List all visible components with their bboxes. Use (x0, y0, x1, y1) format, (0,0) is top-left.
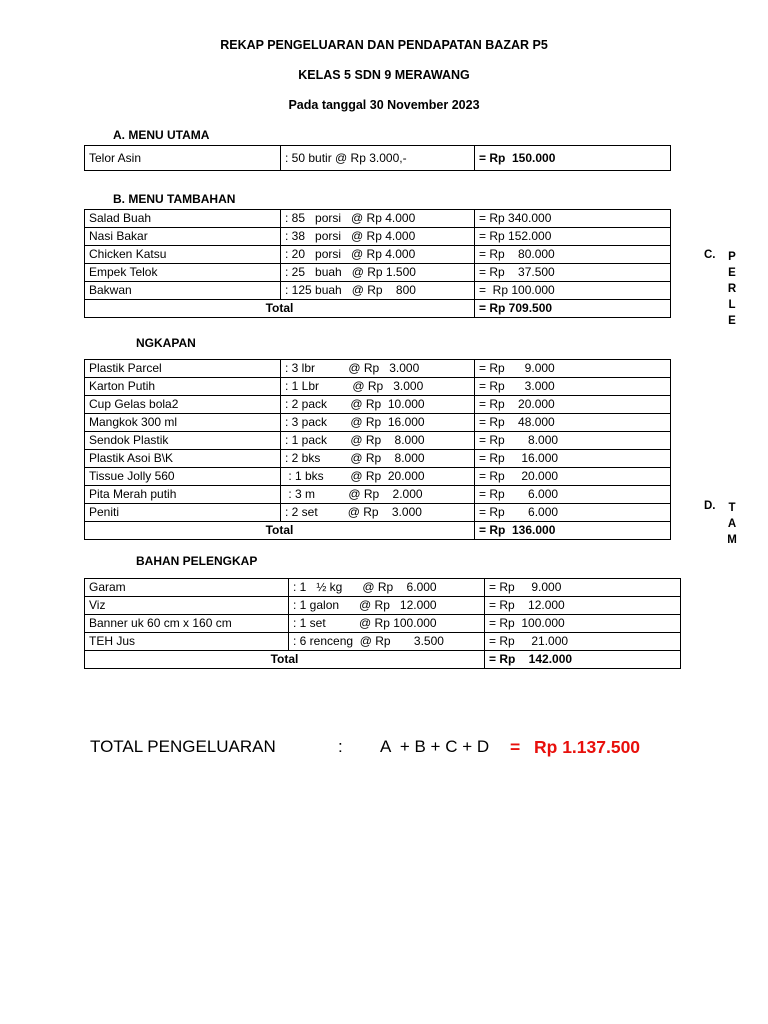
amount-cell: = Rp 152.000 (475, 228, 671, 246)
item-cell: Plastik Asoi B\K (85, 450, 281, 468)
table-row (85, 450, 671, 468)
item-cell: Peniti (85, 504, 281, 522)
qty-cell: : 50 butir @ Rp 3.000,- (281, 146, 475, 171)
amount-cell: = Rp 340.000 (475, 210, 671, 228)
qty-cell: : 3 pack @ Rp 16.000 (281, 414, 475, 432)
amount-cell: = Rp 6.000 (475, 486, 671, 504)
qty-cell: : 1 ½ kg @ Rp 6.000 (289, 579, 485, 597)
total-label: Total (85, 522, 475, 540)
section-c-label: NGKAPAN (136, 336, 196, 350)
item-cell: Garam (85, 579, 289, 597)
total-value: = Rp 709.500 (475, 300, 671, 318)
item-cell: Empek Telok (85, 264, 281, 282)
item-cell: Mangkok 300 ml (85, 414, 281, 432)
qty-cell: : 1 bks @ Rp 20.000 (281, 468, 475, 486)
table-row (85, 246, 671, 264)
side-letter: E (728, 315, 736, 327)
qty-cell: : 20 porsi @ Rp 4.000 (281, 246, 475, 264)
table-row (85, 414, 671, 432)
amount-cell: = Rp 9.000 (475, 360, 671, 378)
amount-cell: = Rp 21.000 (485, 633, 681, 651)
side-label-c-letters (726, 249, 738, 329)
item-cell: Nasi Bakar (85, 228, 281, 246)
table-row (85, 282, 671, 300)
side-label-d-prefix: D. (704, 500, 716, 512)
section-b-label: B. MENU TAMBAHAN (113, 192, 236, 206)
side-letter: R (727, 283, 737, 295)
section-d-label: BAHAN PELENGKAP (136, 554, 258, 568)
amount-cell: = Rp 3.000 (475, 378, 671, 396)
total-row (85, 522, 671, 540)
total-label: Total (85, 651, 485, 669)
grand-total-value: Rp 1.137.500 (534, 737, 641, 757)
item-cell: Salad Buah (85, 210, 281, 228)
qty-cell: : 25 buah @ Rp 1.500 (281, 264, 475, 282)
item-cell: Bakwan (85, 282, 281, 300)
side-letter: T (728, 502, 736, 514)
amount-cell: = Rp 8.000 (475, 432, 671, 450)
side-letter: P (728, 251, 736, 263)
grand-total-formula: A + B + C + D (380, 737, 490, 756)
table-row (85, 615, 681, 633)
item-cell: Viz (85, 597, 289, 615)
section-a-label: A. MENU UTAMA (113, 128, 210, 142)
total-row (85, 300, 671, 318)
table-row (85, 579, 681, 597)
qty-cell: : 1 Lbr @ Rp 3.000 (281, 378, 475, 396)
item-cell: Sendok Plastik (85, 432, 281, 450)
qty-cell: : 3 m @ Rp 2.000 (281, 486, 475, 504)
grand-total-label: TOTAL PENGELUARAN (90, 737, 276, 756)
side-letter: L (728, 299, 736, 311)
amount-cell: = Rp 100.000 (475, 282, 671, 300)
table-row (85, 264, 671, 282)
table-row (85, 432, 671, 450)
total-label: Total (85, 300, 475, 318)
amount-cell: = Rp 16.000 (475, 450, 671, 468)
qty-cell: : 85 porsi @ Rp 4.000 (281, 210, 475, 228)
qty-cell: : 3 lbr @ Rp 3.000 (281, 360, 475, 378)
date-line: Pada tanggal 30 November 2023 (288, 98, 480, 112)
amount-cell: = Rp 20.000 (475, 468, 671, 486)
side-label-c-prefix: C. (704, 249, 716, 261)
table-row (85, 597, 681, 615)
item-cell: Banner uk 60 cm x 160 cm (85, 615, 289, 633)
amount-cell: = Rp 100.000 (485, 615, 681, 633)
section-b-table (84, 209, 671, 318)
item-cell: Pita Merah putih (85, 486, 281, 504)
side-letter: A (727, 518, 737, 530)
amount-cell: = Rp 9.000 (485, 579, 681, 597)
item-cell: TEH Jus (85, 633, 289, 651)
side-letter: E (728, 267, 736, 279)
table-row (85, 378, 671, 396)
grand-total-colon: : (338, 737, 343, 756)
amount-cell: = Rp 20.000 (475, 396, 671, 414)
amount-cell: = Rp 12.000 (485, 597, 681, 615)
qty-cell: : 38 porsi @ Rp 4.000 (281, 228, 475, 246)
item-cell: Tissue Jolly 560 (85, 468, 281, 486)
total-value: = Rp 142.000 (485, 651, 681, 669)
class-line: KELAS 5 SDN 9 MERAWANG (298, 68, 470, 82)
table-row (85, 396, 671, 414)
qty-cell: : 2 pack @ Rp 10.000 (281, 396, 475, 414)
qty-cell: : 1 set @ Rp 100.000 (289, 615, 485, 633)
item-cell: Plastik Parcel (85, 360, 281, 378)
table-row (85, 360, 671, 378)
item-cell: Telor Asin (85, 146, 281, 171)
total-row (85, 651, 681, 669)
amount-cell: = Rp 80.000 (475, 246, 671, 264)
qty-cell: : 1 galon @ Rp 12.000 (289, 597, 485, 615)
grand-total-equals: = (510, 737, 521, 757)
amount-cell: = Rp 6.000 (475, 504, 671, 522)
total-value: = Rp 136.000 (475, 522, 671, 540)
table-row (85, 146, 671, 171)
table-row (85, 486, 671, 504)
document-title: REKAP PENGELUARAN DAN PENDAPATAN BAZAR P5 (220, 38, 548, 52)
section-c-table (84, 359, 671, 540)
table-row (85, 633, 681, 651)
amount-cell: = Rp 150.000 (475, 146, 671, 171)
qty-cell: : 2 bks @ Rp 8.000 (281, 450, 475, 468)
side-label-d-letters (726, 500, 738, 548)
qty-cell: : 6 renceng @ Rp 3.500 (289, 633, 485, 651)
table-row (85, 468, 671, 486)
side-letter: M (727, 534, 737, 546)
amount-cell: = Rp 48.000 (475, 414, 671, 432)
amount-cell: = Rp 37.500 (475, 264, 671, 282)
table-row (85, 228, 671, 246)
section-a-table (84, 145, 671, 171)
item-cell: Karton Putih (85, 378, 281, 396)
qty-cell: : 1 pack @ Rp 8.000 (281, 432, 475, 450)
item-cell: Cup Gelas bola2 (85, 396, 281, 414)
table-row (85, 210, 671, 228)
qty-cell: : 125 buah @ Rp 800 (281, 282, 475, 300)
table-row (85, 504, 671, 522)
item-cell: Chicken Katsu (85, 246, 281, 264)
section-d-table (84, 578, 681, 669)
qty-cell: : 2 set @ Rp 3.000 (281, 504, 475, 522)
